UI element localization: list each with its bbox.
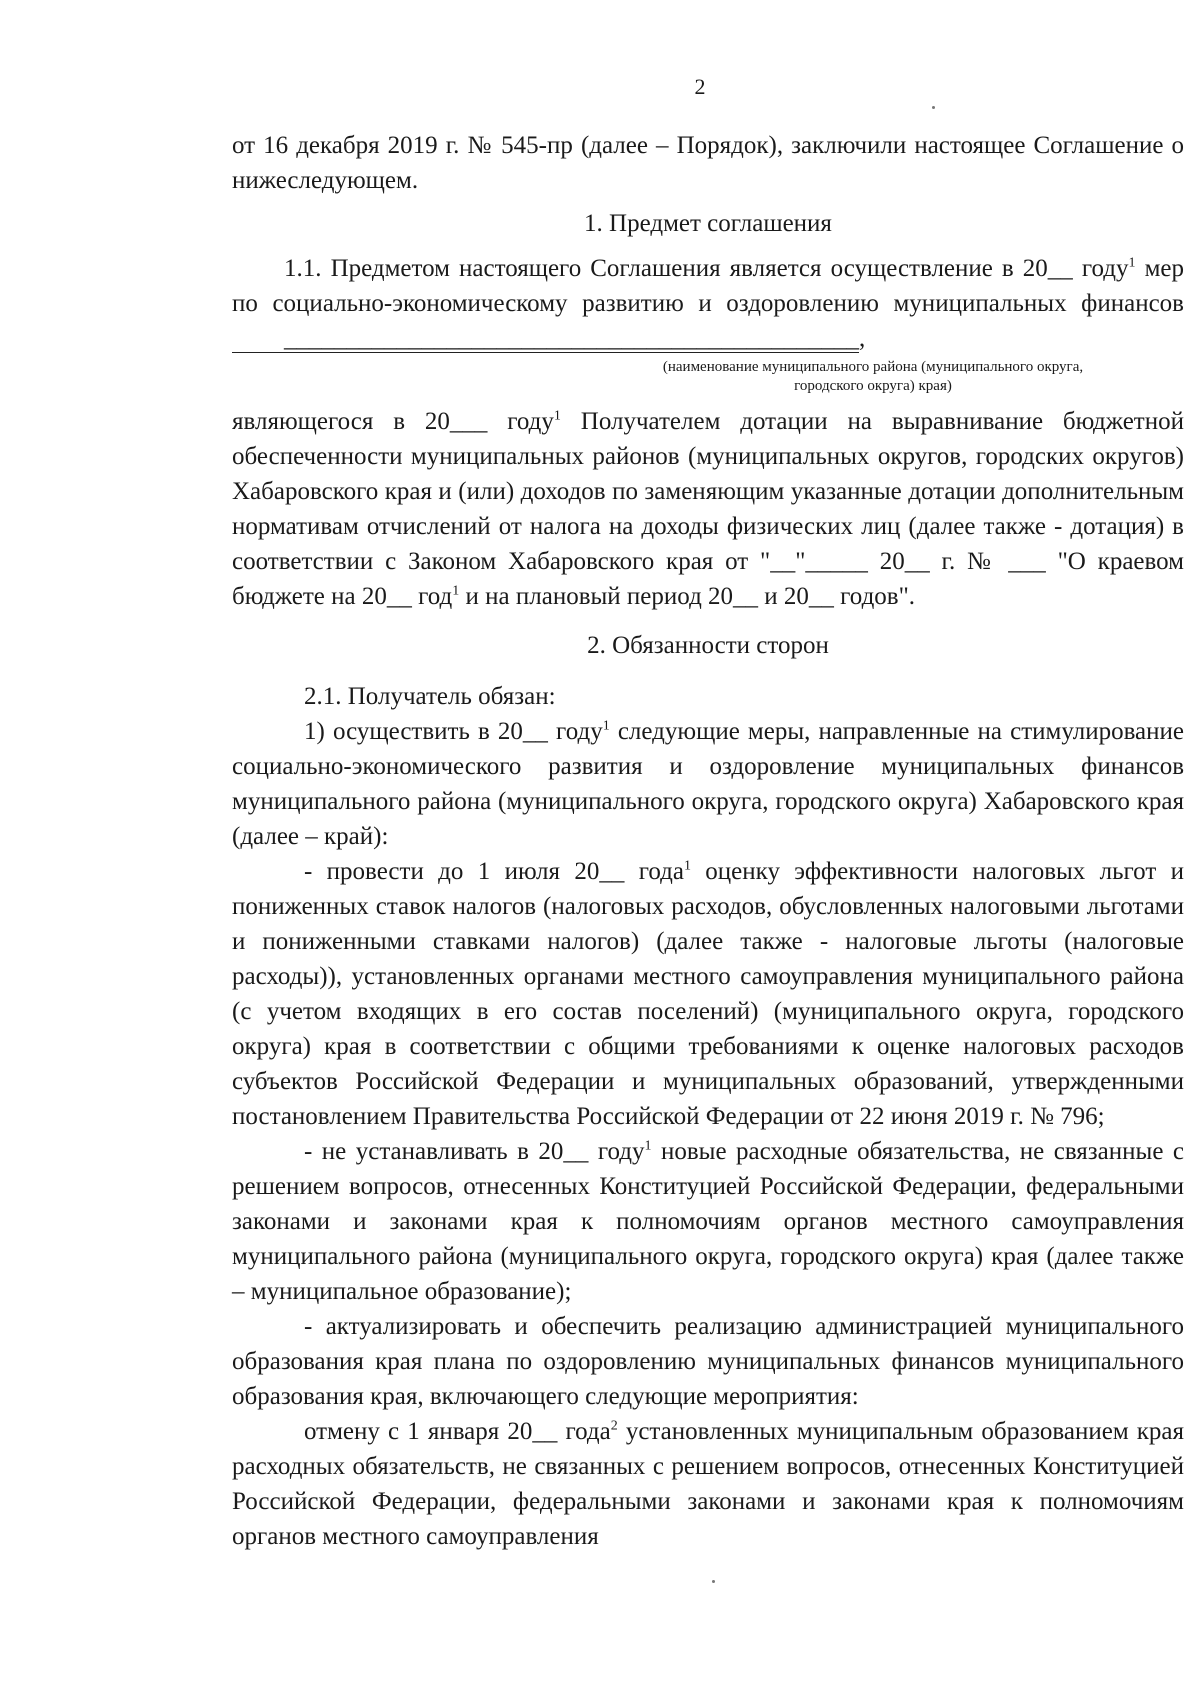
caption-line-1: (наименование муниципального района (муниципального округа, [662,359,1084,375]
page-number: 2 [694,74,706,99]
p1-1-text-b: мер по социально-экономическому развитию и оздоровлению муниципальных финансов [232,255,1184,317]
item-1-b: следующие меры, направленные на стимулирование социально-экономического развития и оздоровление муниципальных финансов муниципального района (муниципального округа, городского округа) Хабаровского края (далее – край): [232,718,1184,850]
intro-paragraph: от 16 декабря 2019 г. № 545-пр (далее – Порядок), заключили настоящее Соглашение о нижеследующем. [232,132,1184,194]
footnote-ref: 1 [452,583,460,599]
item-1-a: 1) осуществить в 20__ году [304,718,603,745]
paragraph-1-1 [232,251,1184,356]
paragraph-1-continued [232,404,1184,614]
item-1 [232,714,1184,854]
footnote-ref: 1 [553,408,561,424]
p1-cont-c: и на плановый период 20__ и 20__ годов". [459,583,916,610]
measure-1-b: установленных муниципальным образованием края расходных обязательств, не связанных с решением вопросов, отнесенных Конституцией Российской Федерации, федеральными законами и законами края к полномочиям органов местного самоуправления [232,1418,1184,1550]
municipality-blank: ______________________________________________ [232,326,859,353]
section-1-heading: 1. Предмет соглашения [584,210,832,237]
measure-1 [232,1414,1184,1554]
footnote-ref: 1 [683,858,691,874]
scan-speck [712,1580,715,1583]
footnote-ref: 1 [1128,255,1136,271]
p1-1-comma: , [859,325,866,352]
scan-speck [932,106,935,109]
paragraph-2-1: 2.1. Получатель обязан: [304,683,556,710]
bullet-1-b: оценку эффективности налоговых льгот и пониженных ставок налогов (налоговых расходов, обусловленных налоговыми льготами и пониженными ставками налогов) (далее также - налоговые льготы (налоговые расходы)), установленных органами местного самоуправления муниципального района (с учетом входящих в его состав поселений) (муниципального округа, городского округа) края в соответствии с общими требованиями к оценке налоговых расходов субъектов Российской Федерации и муниципальных образований, утвержденными постановлением Правительства Российской Федерации от 22 июня 2019 г. № 796; [232,858,1184,1130]
bullet-2 [232,1134,1184,1309]
footnote-ref-2: 2 [610,1418,618,1434]
bullet-3: - актуализировать и обеспечить реализацию администрацией муниципального образования края плана по оздоровлению муниципальных финансов муниципального образования края, включающего следующие мероприятия: [232,1313,1184,1410]
bullet-2-b: новые расходные обязательства, не связанные с решением вопросов, отнесенных Конституцией Российской Федерации, федеральными законами и законами края к полномочиям органов местного самоуправления муниципального района (муниципального округа, городского округа) края (далее также – муниципальное образование); [232,1138,1184,1305]
footnote-ref: 1 [644,1138,652,1154]
document-body [232,128,1184,1554]
blank-caption [562,358,1184,396]
section-2-heading: 2. Обязанности сторон [587,632,829,659]
bullet-1 [232,854,1184,1134]
bullet-1-a: - провести до 1 июля 20__ года [304,858,684,885]
p1-1-text-a: 1.1. Предметом настоящего Соглашения является осуществление в 20__ году [284,255,1129,282]
p1-cont-a: являющегося в 20___ году [232,408,554,435]
p1-cont-b: Получателем дотации на выравнивание бюджетной обеспеченности муниципальных районов (муниципальных округов, городских округов) Хабаровского края и (или) доходов по заменяющим указанные дотации дополнительным нормативам отчислений от налога на доходы физических лиц (далее также - дотация) в соответствии с Законом Хабаровского края от "__"_____ 20__ г. № ___ "О краевом бюджете на 20__ год [232,408,1184,610]
measure-1-a: отмену с 1 января 20__ года [304,1418,611,1445]
footnote-ref: 1 [602,718,610,734]
bullet-2-a: - не устанавливать в 20__ году [304,1138,645,1165]
caption-line-2: городского округа) края) [794,378,952,394]
